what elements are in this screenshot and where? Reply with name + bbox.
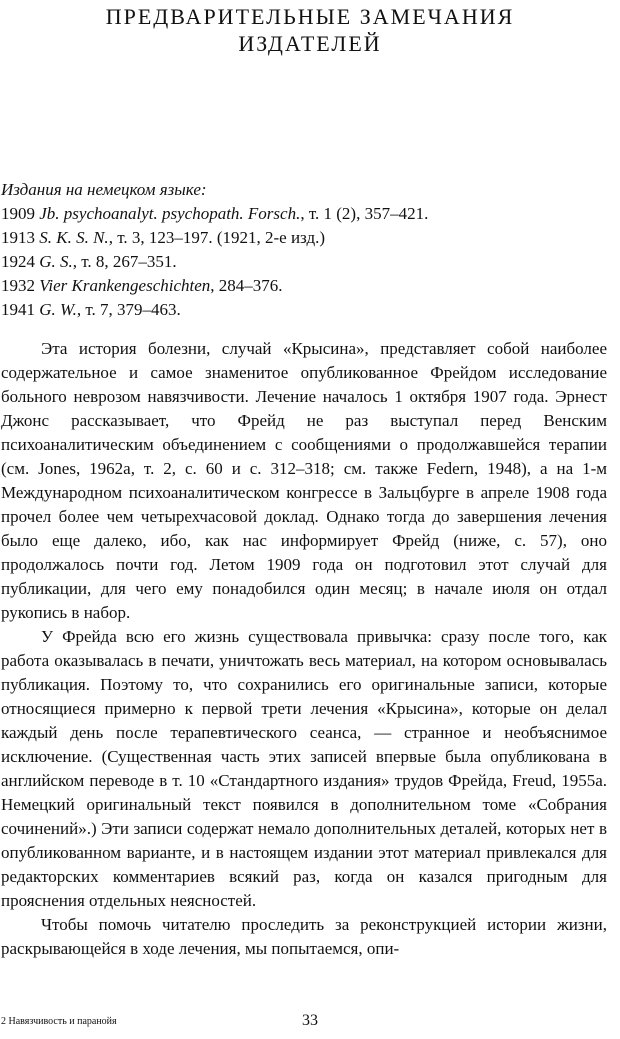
- edition-line: [1, 226, 601, 250]
- edition-year: 1924: [1, 252, 35, 271]
- page-number: 33: [302, 1012, 318, 1029]
- editions-list: [1, 178, 601, 322]
- paragraph-3: Чтобы помочь читателю проследить за реконструкцией истории жизни, раскрывающейся в ходе лечения, мы попытаемся, опи-: [1, 915, 607, 958]
- edition-source: Vier Krankengeschichten: [39, 276, 211, 295]
- edition-year: 1941: [1, 300, 35, 319]
- edition-source: G. W.: [39, 300, 77, 319]
- edition-line: [1, 274, 601, 298]
- edition-source: S. K. S. N.: [39, 228, 109, 247]
- page-title-line-2: ИЗДАТЕЛЕЙ: [238, 31, 382, 56]
- edition-line: [1, 298, 601, 322]
- edition-year: 1913: [1, 228, 35, 247]
- edition-details: , т. 1 (2), 357–421.: [300, 204, 429, 223]
- edition-details: , т. 8, 267–351.: [72, 252, 177, 271]
- edition-details: , т. 3, 123–197. (1921, 2-е изд.): [108, 228, 326, 247]
- paragraph-2: У Фрейда всю его жизнь существовала привычка: сразу после того, как работа оказывалась в печати, уничтожать весь материал, на котором основывалась публикация. Поэтому то, что сохранились его оригинальные записи, которые относящиеся примерно к первой трети лечения «Крысина», которые он делал каждый день после терапевтического сеанса, — странное и необъяснимое исключение. (Существенная часть этих записей впервые была опубликована в английском переводе в т. 10 «Стандартного издания» трудов Фрейда, Freud, 1955a. Немецкий оригинальный текст появился в дополнительном томе «Собрания сочинений».) Эти записи содержат немало дополнительных деталей, которых нет в опубликованном варианте, и в настоящем издании этот материал привлекался для редакторских комментариев всякий раз, когда он казался пригодным для прояснения отдельных неясностей.: [1, 627, 607, 910]
- body-text: [1, 337, 607, 961]
- edition-year: 1909: [1, 204, 35, 223]
- edition-line: [1, 250, 601, 274]
- edition-details: , т. 7, 379–463.: [76, 300, 181, 319]
- edition-details: , 284–376.: [210, 276, 283, 295]
- paragraph-1: Эта история болезни, случай «Крысина», представляет собой наиболее содержательное и самое знаменитое опубликованное Фрейдом исследование больного неврозом навязчивости. Лечение началось 1 октября 1907 года. Эрнест Джонс рассказывает, что Фрейд не раз выступал перед Венским психоаналитическим объединением с сообщениями о продолжавшейся терапии (см. Jones, 1962a, т. 2, с. 60 и с. 312–318; см. также Federn, 1948), а на 1-м Международном психоаналитическом конгрессе в Зальцбурге в апреле 1908 года прочел более чем четырехчасовой доклад. Однако тогда до завершения лечения было еще далеко, ибо, как нас информирует Фрейд (ниже, с. 57), оно продолжалось почти год. Летом 1909 года он подготовил этот случай для публикации, для чего ему понадобился один месяц; в начале июля он отдал рукопись в набор.: [1, 339, 607, 622]
- footer-signature: 2 Навязчивость и паранойя: [1, 1016, 117, 1027]
- edition-source: Jb. psychoanalyt. psychopath. Forsch.: [39, 204, 301, 223]
- edition-year: 1932: [1, 276, 35, 295]
- page-title-line-1: ПРЕДВАРИТЕЛЬНЫЕ ЗАМЕЧАНИЯ: [105, 4, 515, 29]
- editions-heading: Издания на немецком языке:: [1, 180, 207, 199]
- edition-source: G. S.: [39, 252, 73, 271]
- edition-line: [1, 202, 601, 226]
